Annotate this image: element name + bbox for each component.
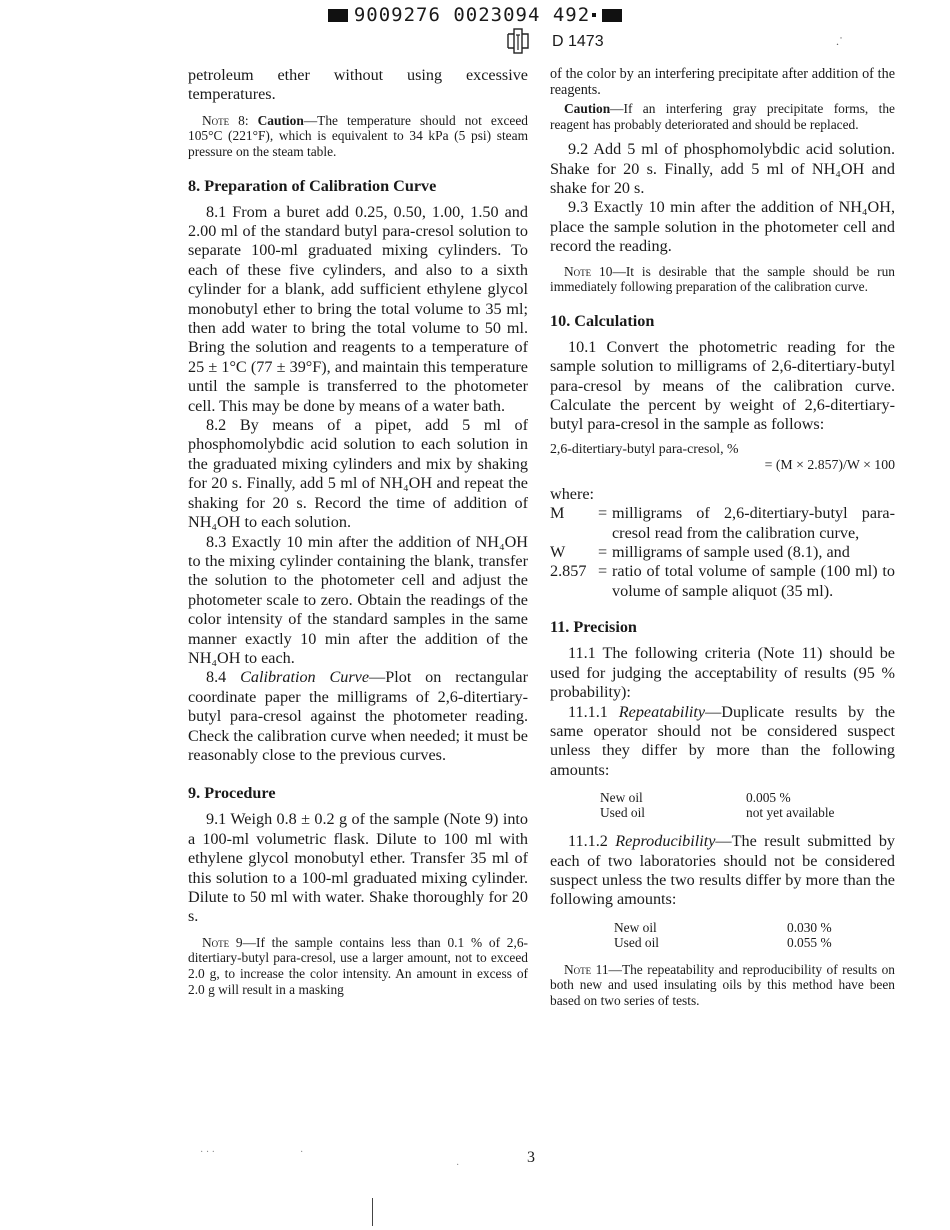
note-9 — [188, 935, 528, 997]
note-10-text: —It is desirable that the sample should be run immediately following preparation of the calibration curve. — [550, 263, 895, 295]
note-9-continuation: of the color by an interfering precipitate after addition of the reagents. — [550, 66, 895, 98]
paragraph-9-2: 9.2 Add 5 ml of phosphomolybdic acid solution. Shake for 20 s. Finally, add 5 ml of NH₄OH and shake for 20 s. — [550, 140, 895, 197]
note-11-label: Note 11 — [564, 961, 609, 977]
caution-note — [550, 101, 895, 132]
caution-label: Caution — [564, 101, 611, 116]
variable-definitions — [550, 504, 895, 601]
note-10 — [550, 264, 895, 295]
paragraph-11-1-2 — [550, 832, 895, 910]
table-row — [614, 920, 832, 935]
table-row — [614, 935, 832, 950]
note-9-text: —If the sample contains less than 0.1 % of 2,6-ditertiary-butyl para-cresol, use a larger amount, not to exceed 2.0 g, to increase the color intensity. An amount in excess of 2.0 g will result in a masking — [188, 934, 528, 997]
paragraph-9-1: 9.1 Weigh 0.8 ± 0.2 g of the sample (Note 9) into a 100-ml volumetric flask. Dilute to 100 ml with ethylene glycol monobutyl ether. Transfer 35 ml of this solution to a 100-ml graduated mixing cylinder. Dilute to 50 ml with water. Shake thoroughly for 20 s. — [188, 810, 528, 926]
definition-text: ratio of total volume of sample (100 ml) to volume of sample aliquot (35 ml). — [612, 562, 895, 600]
section-11-heading: 11. Precision — [550, 618, 637, 637]
barcode-block-right — [602, 9, 622, 22]
note-8-label: Note 8: — [202, 112, 249, 128]
paragraph-8-4-text: —Plot on rectangular coordinate paper the milligrams of 2,6-ditertiary-butyl para-cresol against the photometer reading. Check the calibration curve when needed; it must be reasonably close to the previous curves. — [188, 668, 528, 764]
paragraph-8-4 — [188, 668, 528, 765]
paragraph-11-1-2-number: 11.1.2 — [568, 832, 608, 851]
table-cell-value: 0.055 % — [787, 934, 832, 950]
paragraph-11-1-2-text: —The result submitted by each of two laboratories should not be considered suspect unless the two results differ by more than the following amounts: — [550, 832, 896, 909]
definition-text: milligrams of 2,6-ditertiary-butyl para-cresol read from the calibration curve, — [612, 504, 895, 542]
page-number: 3 — [527, 1149, 535, 1166]
table-row — [600, 790, 835, 805]
paragraph-11-1-1 — [550, 703, 895, 781]
note-10-label: Note 10 — [564, 263, 613, 279]
barcode-block-left — [328, 9, 348, 22]
paragraph-8-1: 8.1 From a buret add 0.25, 0.50, 1.00, 1.50 and 2.00 ml of the standard butyl para-cresol solution to separate 100-ml graduated mixing cylinders. To each of these five cylinders, and also to a sixth cylinder for a blank, add sufficient ethylene glycol monobutyl ether to bring the total volume to 35 ml; then add water to bring the total volume to 50 ml. Bring the solution and reagents to a temperature of 25 ± 1°C (77 ± 39°F), and maintain this temperature until the sample is transferred to the photometer cell. This may be done by means of a water bath. — [188, 202, 528, 415]
paragraph-continuation: petroleum ether without using excessive temperatures. — [188, 66, 528, 104]
definition-row — [550, 562, 895, 601]
note-8 — [188, 113, 528, 160]
table-cell-value: 0.005 % — [746, 790, 791, 806]
scan-artifact: · — [300, 1147, 304, 1158]
definition-symbol: M — [550, 504, 565, 523]
note-8-caution: Caution — [257, 112, 304, 128]
paragraph-8-2: 8.2 By means of a pipet, add 5 ml of phosphomolybdic acid solution to each solution in the graduated mixing cylinders and mix by shaking for 20 s. Finally, add 5 ml of NH₄OH and repeat the shaking for 20 s. Record the time of addition of NH₄OH to each solution. — [188, 416, 528, 532]
table-cell-oil: New oil — [600, 790, 643, 806]
left-column — [188, 66, 528, 997]
astm-logo-icon — [505, 28, 531, 54]
reproducibility-table — [614, 920, 832, 950]
paragraph-11-1-1-number: 11.1.1 — [568, 702, 608, 721]
definition-equals: = — [598, 543, 608, 562]
definition-row — [550, 504, 895, 543]
table-cell-oil: Used oil — [614, 934, 660, 950]
paragraph-11-1-2-title: Reproducibility — [615, 832, 716, 851]
definition-row — [550, 543, 895, 562]
scan-speck: .˙ — [836, 34, 843, 48]
where-label: where: — [550, 484, 595, 503]
table-cell-oil: New oil — [614, 919, 657, 935]
table-cell-value: 0.030 % — [787, 919, 832, 935]
note-9-label: Note 9 — [202, 934, 243, 950]
definition-equals: = — [598, 504, 608, 523]
paragraph-11-1-1-text: —Duplicate results by the same operator should not be considered suspect unless they differ by more than the following amounts: — [550, 702, 896, 779]
section-10-heading: 10. Calculation — [550, 311, 655, 330]
note-11-text: —The repeatability and reproducibility of results on both new and used insulating oils by this method have been based on two series of tests. — [550, 961, 895, 1008]
scan-line-artifact — [372, 1198, 373, 1226]
barcode-number: 9009276 0023094 492 — [353, 4, 591, 26]
barcode-header — [0, 4, 950, 26]
table-cell-value: not yet available — [746, 805, 835, 821]
section-8-heading: 8. Preparation of Calibration Curve — [188, 176, 437, 195]
paragraph-9-3: 9.3 Exactly 10 min after the addition of NH₄OH, place the sample solution in the photometer cell and record the reading. — [550, 198, 895, 256]
scan-artifact: · — [456, 1160, 460, 1171]
barcode-dot — [592, 13, 596, 17]
scan-artifact: · · · — [200, 1147, 215, 1158]
table-cell-oil: Used oil — [600, 805, 646, 821]
equation-label: 2,6-ditertiary-butyl para-cresol, % — [550, 440, 739, 456]
definition-symbol: W — [550, 543, 566, 562]
repeatability-table — [600, 790, 835, 820]
definition-symbol: 2.857 — [550, 562, 587, 581]
section-9-heading: 9. Procedure — [188, 784, 276, 803]
caution-text: —If an interfering gray precipitate forms, the reagent has probably deteriorated and should be replaced. — [550, 101, 895, 132]
right-column — [550, 66, 895, 1009]
note-8-text: —The temperature should not exceed 105°C (221°F), which is equivalent to 34 kPa (5 psi) steam pressure on the steam table. — [188, 112, 528, 159]
paragraph-8-3: 8.3 Exactly 10 min after the addition of NH₄OH to the mixing cylinder containing the blank, transfer the solution to the photometer cell and adjust the photometer scale to zero. Obtain the readings of the color intensity of the standard samples in the same manner exactly 10 min after the addition of the NH₄OH to each. — [188, 532, 528, 667]
designation: D 1473 — [552, 33, 604, 50]
paragraph-8-4-number: 8.4 — [206, 668, 227, 687]
paragraph-11-1-1-title: Repeatability — [618, 702, 706, 721]
equation-formula: = (M × 2.857)/W × 100 — [764, 456, 895, 472]
definition-text: milligrams of sample used (8.1), and — [612, 543, 850, 562]
definition-equals: = — [598, 562, 608, 581]
paragraph-10-1: 10.1 Convert the photometric reading for the sample solution to milligrams of 2,6-ditertiary-butyl para-cresol by means of the calibration curve. Calculate the percent by weight of 2,6-ditertiary-butyl para-cresol in the sample as follows: — [550, 337, 895, 434]
note-11 — [550, 962, 895, 1009]
paragraph-8-4-title: Calibration Curve — [240, 668, 370, 687]
table-row — [600, 805, 835, 820]
paragraph-11-1: 11.1 The following criteria (Note 11) should be used for judging the acceptability of results (95 % probability): — [550, 644, 895, 702]
